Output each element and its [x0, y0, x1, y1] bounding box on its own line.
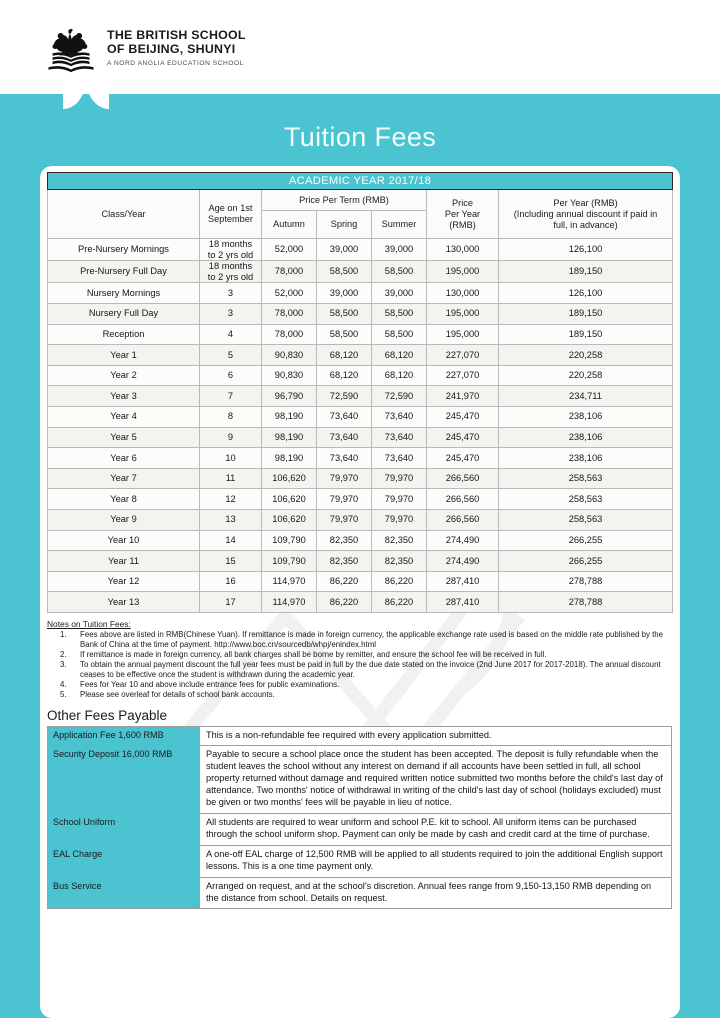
table-row [48, 530, 673, 551]
logo-wordmark [107, 27, 246, 67]
spring-cell: 73,640 [317, 448, 372, 469]
price-per-year-cell: 266,560 [427, 489, 499, 510]
header-per-year-line-1: Per Year (RMB) [553, 197, 618, 208]
class-year-cell: Reception [48, 324, 200, 345]
autumn-cell: 52,000 [262, 283, 317, 304]
table-row [48, 386, 673, 407]
school-logo [44, 27, 246, 73]
autumn-cell: 98,190 [262, 448, 317, 469]
discounted-per-year-cell: 189,150 [499, 261, 673, 283]
autumn-cell: 114,970 [262, 592, 317, 613]
age-cell: 17 [200, 592, 262, 613]
discounted-per-year-cell: 258,563 [499, 468, 673, 489]
logo-line-1: THE BRITISH SCHOOL [107, 28, 246, 42]
notes-list [47, 630, 672, 701]
class-year-cell: Year 5 [48, 427, 200, 448]
price-per-year-cell: 274,490 [427, 551, 499, 572]
price-per-year-cell: 195,000 [427, 324, 499, 345]
header-summer: Summer [372, 211, 427, 239]
summer-cell: 58,500 [372, 261, 427, 283]
age-cell: 4 [200, 324, 262, 345]
price-per-year-cell: 245,470 [427, 448, 499, 469]
summer-cell: 68,120 [372, 365, 427, 386]
spring-cell: 79,970 [317, 509, 372, 530]
banner-notch-decoration [63, 94, 109, 111]
discounted-per-year-cell: 258,563 [499, 489, 673, 510]
header-age: Age on 1st September [200, 190, 262, 239]
other-fee-row [48, 813, 672, 845]
spring-cell: 58,500 [317, 324, 372, 345]
summer-cell: 58,500 [372, 303, 427, 324]
note-number: 5. [60, 690, 67, 700]
discounted-per-year-cell: 234,711 [499, 386, 673, 407]
price-per-year-cell: 227,070 [427, 365, 499, 386]
content-card [40, 166, 680, 1018]
table-row [48, 406, 673, 427]
price-per-year-cell: 195,000 [427, 261, 499, 283]
summer-cell: 82,350 [372, 551, 427, 572]
age-cell: 9 [200, 427, 262, 448]
class-year-cell: Year 4 [48, 406, 200, 427]
age-cell: 15 [200, 551, 262, 572]
discounted-per-year-cell: 278,788 [499, 592, 673, 613]
age-cell: 16 [200, 571, 262, 592]
price-per-year-cell: 245,470 [427, 406, 499, 427]
spring-cell: 68,120 [317, 345, 372, 366]
table-header-row-1 [48, 190, 673, 211]
header-per-year-line-3: full, in advance) [553, 219, 618, 230]
discounted-per-year-cell: 238,106 [499, 427, 673, 448]
spring-cell: 39,000 [317, 283, 372, 304]
header-per-year-line-2: (Including annual discount if paid in [513, 208, 658, 219]
note-item [47, 680, 672, 690]
autumn-cell: 78,000 [262, 303, 317, 324]
page-body [0, 94, 720, 1018]
spring-cell: 82,350 [317, 551, 372, 572]
price-per-year-cell: 287,410 [427, 592, 499, 613]
class-year-cell: Year 1 [48, 345, 200, 366]
price-per-year-cell: 287,410 [427, 571, 499, 592]
academic-year-banner: ACADEMIC YEAR 2017/18 [48, 173, 673, 190]
summer-cell: 86,220 [372, 592, 427, 613]
class-year-cell: Year 12 [48, 571, 200, 592]
class-year-cell: Pre-Nursery Full Day [48, 261, 200, 283]
autumn-cell: 106,620 [262, 468, 317, 489]
note-text: Fees for Year 10 and above include entrance fees for public examinations. [80, 680, 340, 690]
summer-cell: 79,970 [372, 468, 427, 489]
price-per-year-cell: 227,070 [427, 345, 499, 366]
spring-cell: 58,500 [317, 261, 372, 283]
discounted-per-year-cell: 258,563 [499, 509, 673, 530]
spring-cell: 86,220 [317, 571, 372, 592]
other-fee-row [48, 746, 672, 814]
discounted-per-year-cell: 189,150 [499, 324, 673, 345]
autumn-cell: 114,970 [262, 571, 317, 592]
header-spring: Spring [317, 211, 372, 239]
class-year-cell: Pre-Nursery Mornings [48, 239, 200, 261]
age-cell: 13 [200, 509, 262, 530]
table-row [48, 365, 673, 386]
table-row [48, 427, 673, 448]
note-number: 2. [60, 650, 67, 660]
table-row [48, 303, 673, 324]
age-cell: 18 months to 2 yrs old [200, 261, 262, 283]
other-fees-table [47, 726, 672, 910]
discounted-per-year-cell: 266,255 [499, 551, 673, 572]
table-row [48, 509, 673, 530]
spring-cell: 86,220 [317, 592, 372, 613]
discounted-per-year-cell: 189,150 [499, 303, 673, 324]
other-fee-label: EAL Charge [48, 845, 200, 877]
price-per-year-cell: 245,470 [427, 427, 499, 448]
other-fee-description: Arranged on request, and at the school's discretion. Annual fees range from 9,150-13,150 RMB depending on the distance from school. Details on request. [200, 877, 672, 909]
note-item [47, 650, 672, 660]
note-number: 1. [60, 629, 67, 639]
table-row [48, 592, 673, 613]
note-text: Please see overleaf for details of school bank accounts. [80, 690, 275, 700]
class-year-cell: Year 11 [48, 551, 200, 572]
table-row [48, 551, 673, 572]
swan-crown-book-emblem-icon [44, 27, 98, 73]
table-row [48, 261, 673, 283]
autumn-cell: 109,790 [262, 530, 317, 551]
spring-cell: 39,000 [317, 239, 372, 261]
other-fee-row [48, 877, 672, 909]
logo-line-2: OF BEIJING, SHUNYI [107, 42, 236, 57]
summer-cell: 73,640 [372, 406, 427, 427]
discounted-per-year-cell: 278,788 [499, 571, 673, 592]
price-per-year-cell: 130,000 [427, 239, 499, 261]
price-per-year-cell: 241,970 [427, 386, 499, 407]
class-year-cell: Year 9 [48, 509, 200, 530]
note-text: To obtain the annual payment discount the full year fees must be paid in full by the due date stated on the invoice (2nd June 2017 for 2017-2018). The annual discount ceases to be effective once the student is withdrawn during the academic year. [80, 660, 661, 680]
other-fees-body [48, 726, 672, 909]
discounted-per-year-cell: 238,106 [499, 448, 673, 469]
note-number: 3. [60, 660, 67, 670]
class-year-cell: Nursery Full Day [48, 303, 200, 324]
note-text: If remittance is made in foreign currency, all bank charges shall be borne by remitter, and ensure the school fee will be received in full. [80, 650, 547, 660]
header-price-per-term: Price Per Term (RMB) [262, 190, 427, 211]
price-per-year-cell: 130,000 [427, 283, 499, 304]
page-header [0, 0, 720, 94]
summer-cell: 58,500 [372, 324, 427, 345]
age-cell: 8 [200, 406, 262, 427]
class-year-cell: Nursery Mornings [48, 283, 200, 304]
table-row [48, 345, 673, 366]
tuition-fees-body [48, 239, 673, 613]
age-cell: 3 [200, 283, 262, 304]
class-year-cell: Year 13 [48, 592, 200, 613]
table-row [48, 468, 673, 489]
table-row [48, 239, 673, 261]
discounted-per-year-cell: 220,258 [499, 365, 673, 386]
summer-cell: 79,970 [372, 509, 427, 530]
summer-cell: 72,590 [372, 386, 427, 407]
academic-year-banner-row [48, 173, 673, 190]
discounted-per-year-cell: 266,255 [499, 530, 673, 551]
other-fee-label: Security Deposit 16,000 RMB [48, 746, 200, 814]
age-cell: 5 [200, 345, 262, 366]
autumn-cell: 78,000 [262, 261, 317, 283]
discounted-per-year-cell: 126,100 [499, 239, 673, 261]
age-cell: 7 [200, 386, 262, 407]
summer-cell: 86,220 [372, 571, 427, 592]
autumn-cell: 90,830 [262, 365, 317, 386]
other-fees-title: Other Fees Payable [47, 707, 168, 723]
spring-cell: 79,970 [317, 468, 372, 489]
autumn-cell: 98,190 [262, 406, 317, 427]
autumn-cell: 106,620 [262, 489, 317, 510]
age-cell: 14 [200, 530, 262, 551]
class-year-cell: Year 8 [48, 489, 200, 510]
spring-cell: 73,640 [317, 427, 372, 448]
autumn-cell: 106,620 [262, 509, 317, 530]
other-fee-label: Bus Service [48, 877, 200, 909]
other-fee-description: Payable to secure a school place once the student has been accepted. The deposit is fully refundable when the student leaves the school without any interest on demand if all accounts have been settled in full, all school property returned without damage and required written notice submitted two months before the child's last day of attendance. Two months' notice of withdrawal in writing of the child's last day of school (holidays excluded) must be given or two months' fees will be payable in lieu of notice. [200, 746, 672, 814]
header-per-year-discount [499, 190, 673, 239]
age-cell: 11 [200, 468, 262, 489]
tuition-fees-table [47, 172, 673, 613]
summer-cell: 73,640 [372, 448, 427, 469]
summer-cell: 68,120 [372, 345, 427, 366]
class-year-cell: Year 3 [48, 386, 200, 407]
spring-cell: 58,500 [317, 303, 372, 324]
summer-cell: 39,000 [372, 283, 427, 304]
age-cell: 3 [200, 303, 262, 324]
autumn-cell: 96,790 [262, 386, 317, 407]
age-cell: 10 [200, 448, 262, 469]
discounted-per-year-cell: 126,100 [499, 283, 673, 304]
summer-cell: 79,970 [372, 489, 427, 510]
summer-cell: 73,640 [372, 427, 427, 448]
other-fee-label: School Uniform [48, 813, 200, 845]
notes-section [47, 619, 672, 701]
class-year-cell: Year 2 [48, 365, 200, 386]
other-fee-row [48, 845, 672, 877]
discounted-per-year-cell: 220,258 [499, 345, 673, 366]
class-year-cell: Year 6 [48, 448, 200, 469]
spring-cell: 73,640 [317, 406, 372, 427]
price-per-year-cell: 195,000 [427, 303, 499, 324]
price-per-year-cell: 266,560 [427, 468, 499, 489]
age-cell: 6 [200, 365, 262, 386]
table-row [48, 571, 673, 592]
summer-cell: 39,000 [372, 239, 427, 261]
other-fee-description: All students are required to wear uniform and school P.E. kit to school. All uniform items can be purchased through the school uniform shop. Payment can only be made by cash and credit card at the time of purchase. [200, 813, 672, 845]
spring-cell: 82,350 [317, 530, 372, 551]
table-row [48, 324, 673, 345]
autumn-cell: 98,190 [262, 427, 317, 448]
autumn-cell: 78,000 [262, 324, 317, 345]
note-item [47, 630, 672, 650]
note-text: Fees above are listed in RMB(Chinese Yuan). If remittance is made in foreign currency, the applicable exchange rate used is based on the middle rate published by the Bank of China at the time of payment. http://www.boc.cn/sourcedb/whpj/enindex.html [80, 629, 664, 649]
header-class-year: Class/Year [48, 190, 200, 239]
table-row [48, 448, 673, 469]
class-year-cell: Year 7 [48, 468, 200, 489]
table-row [48, 283, 673, 304]
other-fee-row [48, 726, 672, 746]
note-number: 4. [60, 680, 67, 690]
header-price-per-year: Price Per Year (RMB) [427, 190, 499, 239]
other-fee-label: Application Fee 1,600 RMB [48, 726, 200, 746]
other-fee-description: A one-off EAL charge of 12,500 RMB will be applied to all students required to join the additional English support lessons. This is a one time payment only. [200, 845, 672, 877]
page-title: Tuition Fees [283, 122, 437, 152]
autumn-cell: 90,830 [262, 345, 317, 366]
summer-cell: 82,350 [372, 530, 427, 551]
discounted-per-year-cell: 238,106 [499, 406, 673, 427]
note-item [47, 690, 672, 700]
note-item [47, 660, 672, 680]
logo-subtitle: A NORD ANGLIA EDUCATION SCHOOL [107, 60, 244, 68]
price-per-year-cell: 266,560 [427, 509, 499, 530]
age-cell: 12 [200, 489, 262, 510]
autumn-cell: 52,000 [262, 239, 317, 261]
notes-title: Notes on Tuition Fees: [47, 618, 131, 629]
spring-cell: 68,120 [317, 365, 372, 386]
price-per-year-cell: 274,490 [427, 530, 499, 551]
table-row [48, 489, 673, 510]
spring-cell: 72,590 [317, 386, 372, 407]
other-fee-description: This is a non-refundable fee required with every application submitted. [200, 726, 672, 746]
spring-cell: 79,970 [317, 489, 372, 510]
header-autumn: Autumn [262, 211, 317, 239]
class-year-cell: Year 10 [48, 530, 200, 551]
age-cell: 18 months to 2 yrs old [200, 239, 262, 261]
autumn-cell: 109,790 [262, 551, 317, 572]
